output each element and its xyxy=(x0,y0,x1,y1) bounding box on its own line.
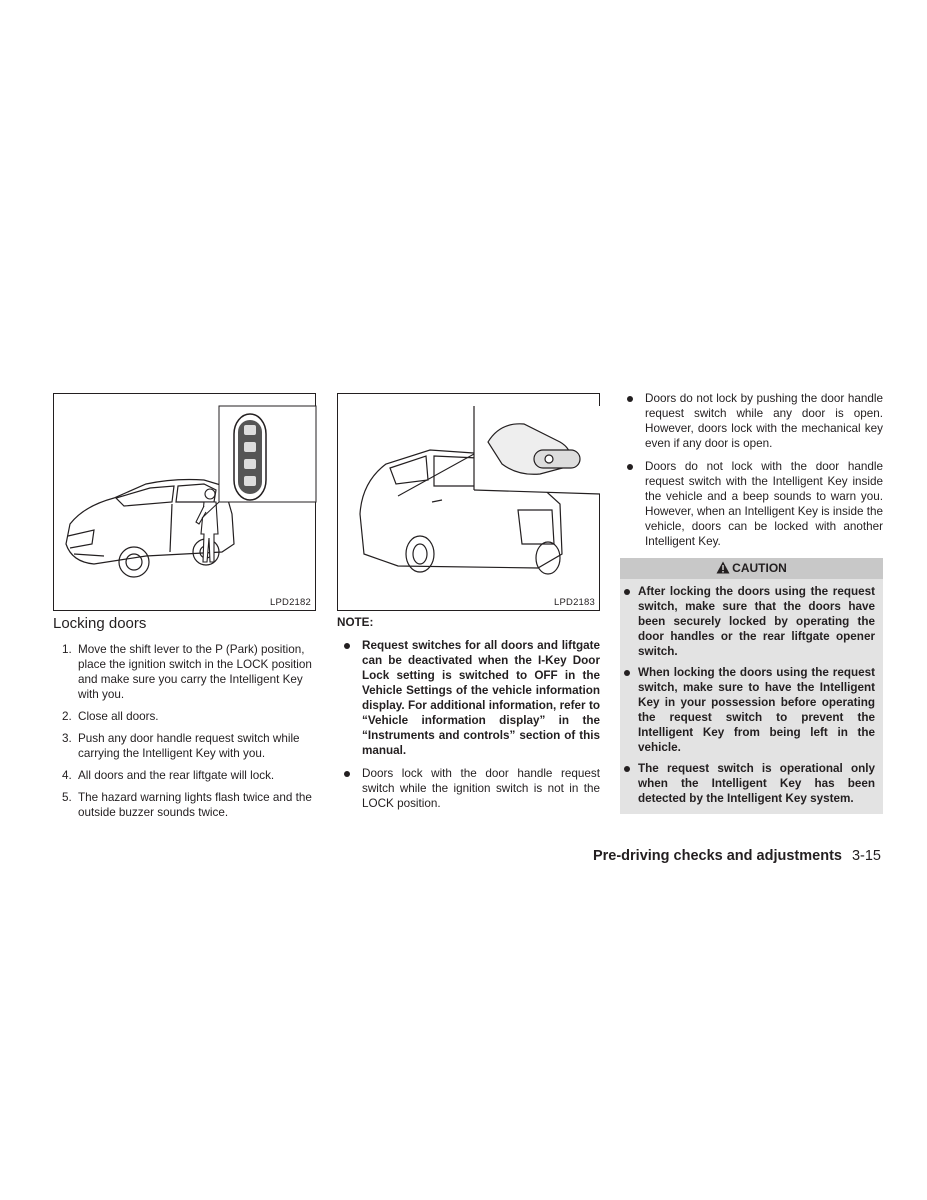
locking-doors-section xyxy=(53,615,317,827)
caution-list xyxy=(620,584,875,806)
bullet-icon xyxy=(344,643,350,649)
list-item: 5. The hazard warning lights flash twice and the outside buzzer sounds twice. xyxy=(62,791,312,819)
unlock-button-icon xyxy=(244,442,256,452)
caution-title: CAUTION xyxy=(732,561,787,575)
list-item: Request switches for all doors and liftgate can be deactivated when the I-Key Door Lock setting is switched to OFF in the Vehicle Settings of the vehicle information display. For additional information, refer to “Vehicle information display” in the “Instruments and controls” section of this manual. xyxy=(337,638,600,758)
list-item: 4. All doors and the rear liftgate will lock. xyxy=(62,769,275,782)
lock-button-icon xyxy=(244,425,256,435)
list-item: Doors do not lock by pushing the door handle request switch while any door is open. However, doors lock with the mechanical key even if any door is open. xyxy=(620,391,883,451)
figure-lpd2183 xyxy=(337,393,600,611)
caution-box xyxy=(620,558,883,814)
right-column xyxy=(620,391,883,814)
list-item: When locking the doors using the request switch, make sure to have the Intelligent Key in your possession before operating the request switch to prevent the Intelligent Key from being left in the vehicle. xyxy=(620,665,875,755)
list-item: Doors lock with the door handle request switch while the ignition switch is not in the LOCK position. xyxy=(337,766,600,811)
warning-triangle-icon xyxy=(716,561,730,574)
request-switch-icon xyxy=(545,455,553,463)
list-item: 2. Close all doors. xyxy=(62,710,159,723)
bullet-icon xyxy=(624,670,630,676)
note-section xyxy=(337,615,600,819)
footer-section-title: Pre-driving checks and adjustments xyxy=(592,848,842,864)
liftgate-button-icon xyxy=(244,459,256,469)
page-footer xyxy=(593,848,881,864)
steps-list xyxy=(53,642,317,820)
right-bullet-list xyxy=(620,391,883,549)
intelligent-key-fob-icon xyxy=(234,414,266,500)
panic-button-icon xyxy=(244,476,256,486)
bullet-icon xyxy=(627,396,633,402)
bullet-icon xyxy=(624,589,630,595)
page-number: 3-15 xyxy=(851,848,881,864)
figure-label: LPD2183 xyxy=(553,597,595,608)
caution-body xyxy=(620,579,883,814)
bullet-icon xyxy=(627,464,633,470)
list-item: Doors do not lock with the door handle request switch with the Intelligent Key inside the vehicle and a beep sounds to warn you. However, when an Intelligent Key is inside the vehicle, doors can be locked with another Intelligent Key. xyxy=(620,459,883,549)
door-handle-request-switch-illustration xyxy=(338,394,601,612)
note-title: NOTE: xyxy=(337,616,374,629)
bullet-icon xyxy=(344,771,350,777)
note-list xyxy=(337,638,600,811)
car-with-person-illustration xyxy=(54,394,317,612)
section-heading: Locking doors xyxy=(53,615,147,632)
list-item: 1. Move the shift lever to the P (Park) position, place the ignition switch in the LOCK position and make sure you carry the Intelligent Key with you. xyxy=(62,643,312,701)
figure-label: LPD2182 xyxy=(269,597,311,608)
caution-header xyxy=(620,558,883,579)
bullet-icon xyxy=(624,766,630,772)
figure-lpd2182 xyxy=(53,393,316,611)
list-item: 3. Push any door handle request switch while carrying the Intelligent Key with you. xyxy=(62,732,300,760)
list-item: The request switch is operational only when the Intelligent Key has been detected by the Intelligent Key system. xyxy=(620,761,875,806)
list-item: After locking the doors using the request switch, make sure that the doors have been securely locked by operating the door handles or the rear liftgate opener switch. xyxy=(620,584,875,659)
